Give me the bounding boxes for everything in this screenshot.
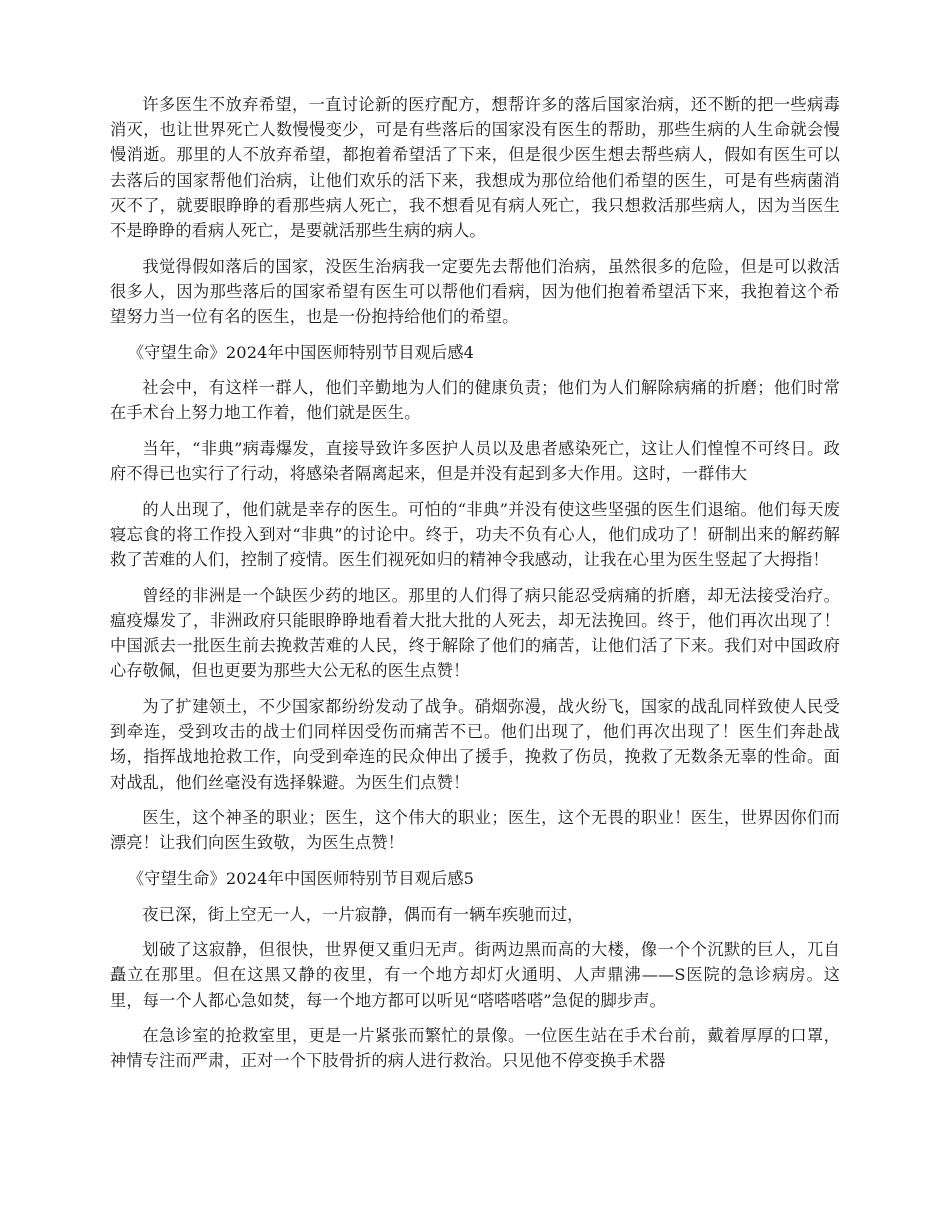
paragraph: 划破了这寂静，但很快，世界便又重归无声。街两边黑而高的大楼，像一个个沉默的巨人，兀自矗立在那里。但在这黑又静的夜里，有一个地方却灯火通明、人声鼎沸——S医院的急诊病房。这里，每一个人都心急如焚，每一个地方都可以听见“嗒嗒嗒嗒”急促的脚步声。 [110, 940, 840, 1010]
section-heading: 《守望生命》2024年中国医师特别节目观后感4 [127, 342, 475, 362]
paragraph: 我觉得假如落后的国家，没医生治病我一定要先去帮他们治病，虽然很多的危险，但是可以救活很多人，因为那些落后的国家希望有医生可以帮他们看病，因为他们抱着希望活下来，我抱着这个希望努力当一位有名的医生，也是一份抱持给他们的希望。 [110, 256, 840, 327]
paragraph: 曾经的非洲是一个缺医少药的地区。那里的人们得了病只能忍受病痛的折磨，却无法接受治疗。瘟疫爆发了，非洲政府只能眼睁睁地看着大批大批的人死去，却无法挽回。终于，他们再次出现了！中国派去一批医生前去挽救苦难的人民，终于解除了他们的痛苦，让他们活了下来。我们对中国政府心存敬佩，但也更要为那些大公无私的医生点赞！ [110, 585, 840, 681]
paragraph: 医生，这个神圣的职业；医生，这个伟大的职业；医生，这个无畏的职业！医生，世界因你们而漂亮！让我们向医生致敬，为医生点赞！ [110, 808, 840, 853]
paragraph: 为了扩建领土，不少国家都纷纷发动了战争。硝烟弥漫，战火纷飞，国家的战乱同样致使人民受到牵连，受到攻击的战士们同样因受伤而痛苦不已。他们出现了，他们再次出现了！医生们奔赴战场，指挥战地抢救工作，向受到牵连的民众伸出了援手，挽救了伤员，挽救了无数条无辜的性命。面对战乱，他们丝毫没有选择躲避。为医生们点赞！ [110, 697, 840, 792]
paragraph: 的人出现了，他们就是幸存的医生。可怕的“非典”并没有使这些坚强的医生们退缩。他们每天废寝忘食的将工作投入到对“非典”的讨论中。终于，功夫不负有心人，他们成功了！研制出来的解药解救了苦难的人们，控制了疫情。医生们视死如归的精神令我感动，让我在心里为医生竖起了大拇指！ [110, 499, 840, 570]
document-body [110, 92, 840, 1084]
paragraph: 许多医生不放弃希望，一直讨论新的医疗配方，想帮许多的落后国家治病，还不断的把一些病毒消灭，也让世界死亡人数慢慢变少，可是有些落后的国家没有医生的帮助，那些生病的人生命就会慢慢消逝。那里的人不放弃希望，都抱着希望活了下来，但是很少医生想去帮些病人，假如有医生可以去落后的国家帮他们治病，让他们欢乐的活下来，我想成为那位给他们希望的医生，可是有些病菌消灭不了，就要眼睁睁的看那些病人死亡，我不想看见有病人死亡，我只想救活那些病人，因为当医生不是睁睁的看病人死亡，是要就活那些生病的病人。 [110, 95, 840, 241]
paragraph: 在急诊室的抢救室里，更是一片紧张而繁忙的景像。一位医生站在手术台前，戴着厚厚的口罩，神情专注而严肃，正对一个下肢骨折的病人进行救治。只见他不停变换手术器 [110, 1026, 840, 1071]
section-heading: 《守望生命》2024年中国医师特别节目观后感5 [127, 869, 475, 888]
paragraph: 社会中，有这样一群人，他们辛勤地为人们的健康负责；他们为人们解除病痛的折磨；他们时常在手术台上努力地工作着，他们就是医生。 [110, 378, 840, 423]
paragraph: 夜已深，街上空无一人，一片寂静，偶而有一辆车疾驰而过， [142, 904, 584, 924]
paragraph: 当年，“非典”病毒爆发，直接导致许多医护人员以及患者感染死亡，这让人们惶惶不可终日。政府不得已也实行了行动，将感染者隔离起来，但是并没有起到多大作用。这时，一群伟大 [110, 439, 840, 484]
